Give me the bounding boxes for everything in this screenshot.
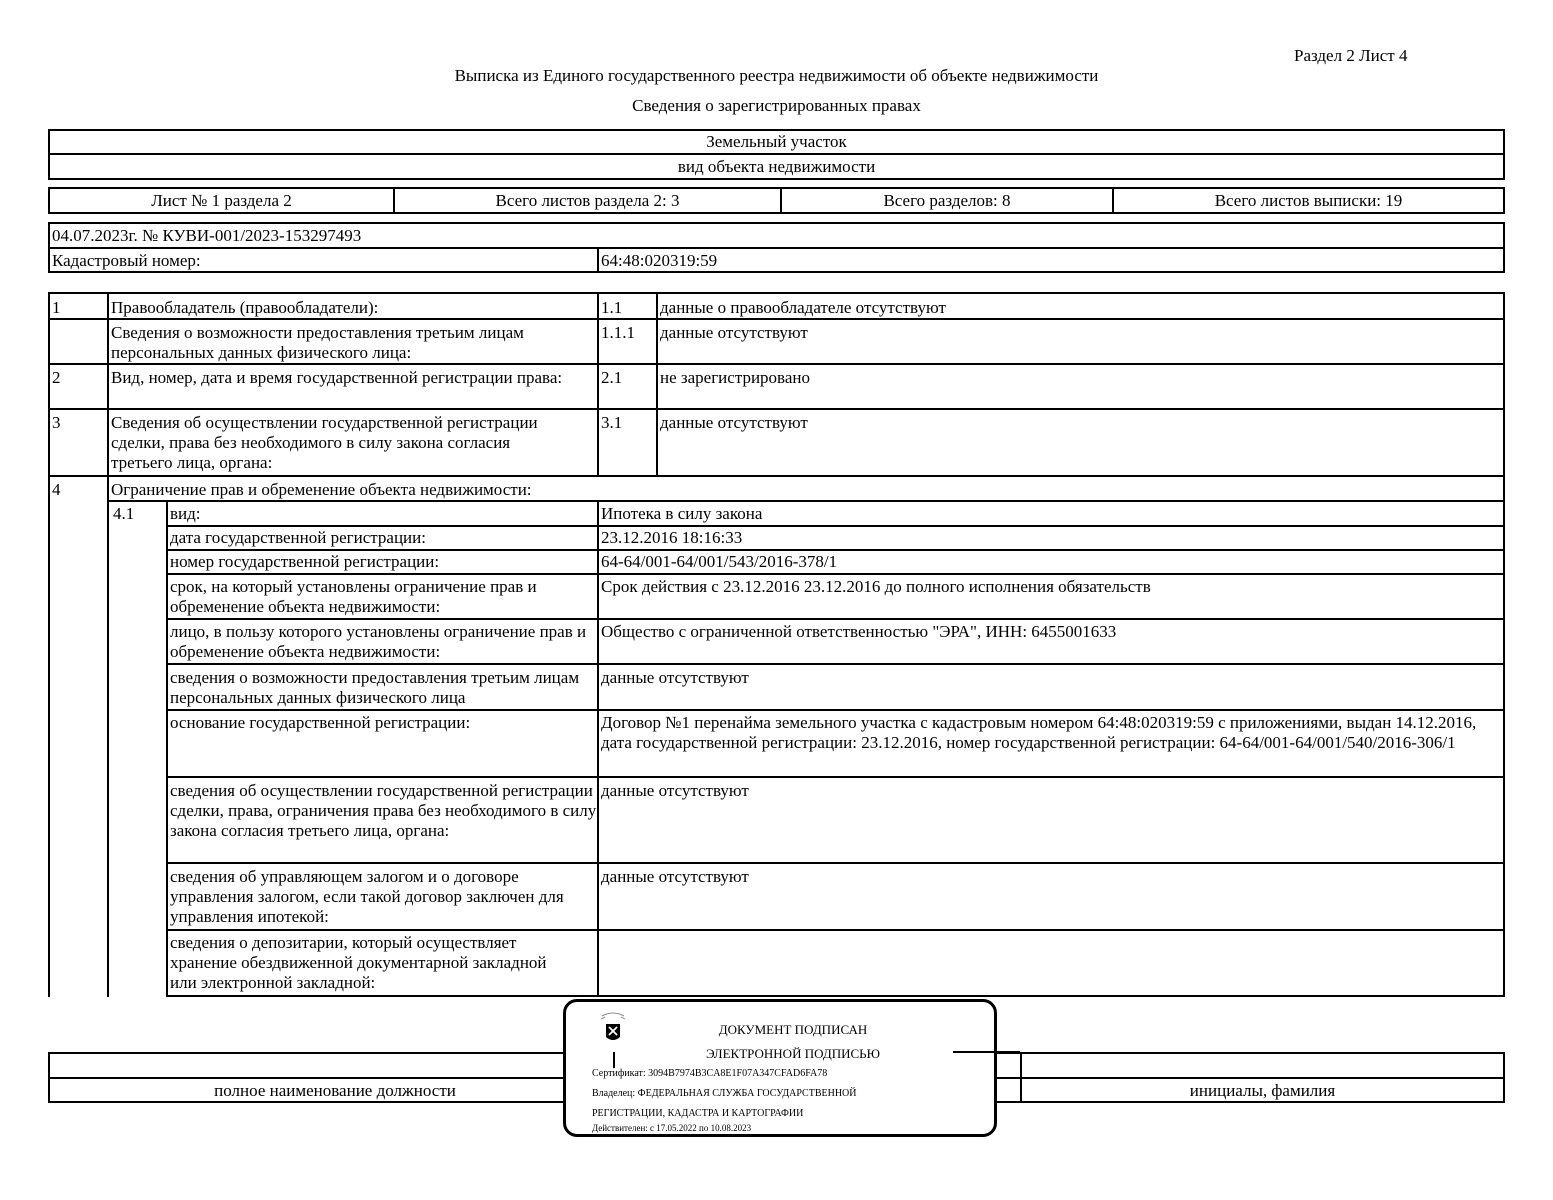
total-sections: Всего разделов: 8: [883, 191, 1011, 210]
encumbrance-value: Ипотека в силу закона: [601, 504, 763, 523]
row-2-code: 2.1: [601, 368, 623, 387]
encumbrance-value: данные отсутствуют: [601, 668, 749, 687]
encumbrance-label: срок, на который установлены ограничение прав и обременение объекта недвижимости:: [170, 577, 537, 616]
row-2-label: Вид, номер, дата и время государственной регистрации права:: [111, 368, 563, 387]
encumbrance-label: основание государственной регистрации:: [170, 713, 471, 732]
cadastral-label: Кадастровый номер:: [52, 251, 201, 270]
encumbrance-label: сведения о депозитарии, который осуществляет хранение обездвиженной документарной закладной или электронной закладной:: [170, 933, 547, 992]
stamp-subtitle: ЭЛЕКТРОННОЙ ПОДПИСЬЮ: [706, 1046, 880, 1061]
position-caption: полное наименование должности: [214, 1081, 456, 1100]
document-title: Выписка из Единого государственного реестра недвижимости об объекте недвижимости: [454, 66, 1099, 85]
encumbrance-label: дата государственной регистрации:: [170, 528, 426, 547]
row-1-1-1-code: 1.1.1: [601, 323, 635, 342]
row-3-label: Сведения об осуществлении государственной регистрации сделки, права без необходимого в силу закона согласия третьего лица, органа:: [111, 413, 538, 472]
encumbrance-label: сведения об управляющем залогом и о договоре управления залогом, если такой договор заключен для управления ипотекой:: [170, 867, 564, 926]
row-3-code: 3.1: [601, 413, 623, 432]
row-2-value: не зарегистрировано: [660, 368, 810, 387]
row-3-value: данные отсутствуют: [660, 413, 808, 432]
encumbrance-label: номер государственной регистрации:: [170, 552, 440, 571]
extract-date-number: 04.07.2023г. № КУВИ-001/2023-153297493: [52, 226, 362, 245]
stamp-owner-line-2: РЕГИСТРАЦИИ, КАДАСТРА И КАРТОГРАФИИ: [592, 1108, 804, 1119]
row-1-value: данные о правообладателе отсутствуют: [660, 298, 946, 317]
encumbrance-value: Срок действия с 23.12.2016 23.12.2016 до полного исполнения обязательств: [601, 577, 1151, 596]
row-1-number: 1: [52, 298, 61, 317]
object-type-caption: вид объекта недвижимости: [677, 157, 876, 176]
sheet-number: Лист № 1 раздела 2: [151, 191, 292, 210]
row-1-1-1-label: Сведения о возможности предоставления третьим лицам персональных данных физического лица:: [111, 323, 524, 362]
stamp-validity: Действителен: с 17.05.2022 по 10.08.2023: [592, 1123, 752, 1133]
document-subtitle: Сведения о зарегистрированных правах: [632, 96, 921, 115]
row-1-1-1-value: данные отсутствуют: [660, 323, 808, 342]
stamp-title: ДОКУМЕНТ ПОДПИСАН: [718, 1022, 868, 1037]
encumbrance-value: 64-64/001-64/001/543/2016-378/1: [601, 552, 838, 571]
row-1-label: Правообладатель (правообладатели):: [111, 298, 379, 317]
encumbrance-value: 23.12.2016 18:16:33: [601, 528, 743, 547]
encumbrance-number: 4.1: [113, 504, 135, 523]
total-extract-sheets: Всего листов выписки: 19: [1214, 191, 1403, 210]
signature-stamp: [563, 999, 997, 1137]
stamp-owner-line-1: Владелец: ФЕДЕРАЛЬНАЯ СЛУЖБА ГОСУДАРСТВЕННОЙ: [592, 1088, 857, 1099]
encumbrance-value: данные отсутствуют: [601, 867, 749, 886]
name-caption: инициалы, фамилия: [1189, 1081, 1336, 1100]
row-1-code: 1.1: [601, 298, 623, 317]
row-2-number: 2: [52, 368, 61, 387]
encumbrance-label: лицо, в пользу которого установлены ограничение прав и обременение объекта недвижимости:: [170, 622, 587, 661]
total-section-sheets: Всего листов раздела 2: 3: [495, 191, 680, 210]
object-type: Земельный участок: [706, 132, 847, 151]
row-4-number: 4: [52, 480, 61, 499]
encumbrance-value: Общество с ограниченной ответственностью "ЭРА", ИНН: 6455001633: [601, 622, 1117, 641]
encumbrance-label: сведения о возможности предоставления третьим лицам персональных данных физического лица: [170, 668, 580, 707]
row-4-label: Ограничение прав и обременение объекта недвижимости:: [111, 480, 532, 499]
cadastral-number: 64:48:020319:59: [601, 251, 718, 270]
encumbrance-value: Договор №1 перенайма земельного участка с кадастровым номером 64:48:020319:59 с приложениями, выдан 14.12.2016, дата государственной регистрации: 23.12.2016, номер государственной регистрации: 64-64/001-64/001/540/2016-306/1: [601, 713, 1477, 752]
encumbrance-value: данные отсутствуют: [601, 781, 749, 800]
stamp-certificate: Сертификат: 3094B7974B3CA8E1F07A347CFAD6FA78: [592, 1068, 828, 1079]
row-3-number: 3: [52, 413, 61, 432]
section-sheet-label: Раздел 2 Лист 4: [1294, 46, 1408, 65]
encumbrance-label: сведения об осуществлении государственной регистрации сделки, права, ограничения права без необходимого в силу закона согласия третьего лица, органа:: [170, 781, 597, 840]
encumbrance-label: вид:: [170, 504, 201, 523]
